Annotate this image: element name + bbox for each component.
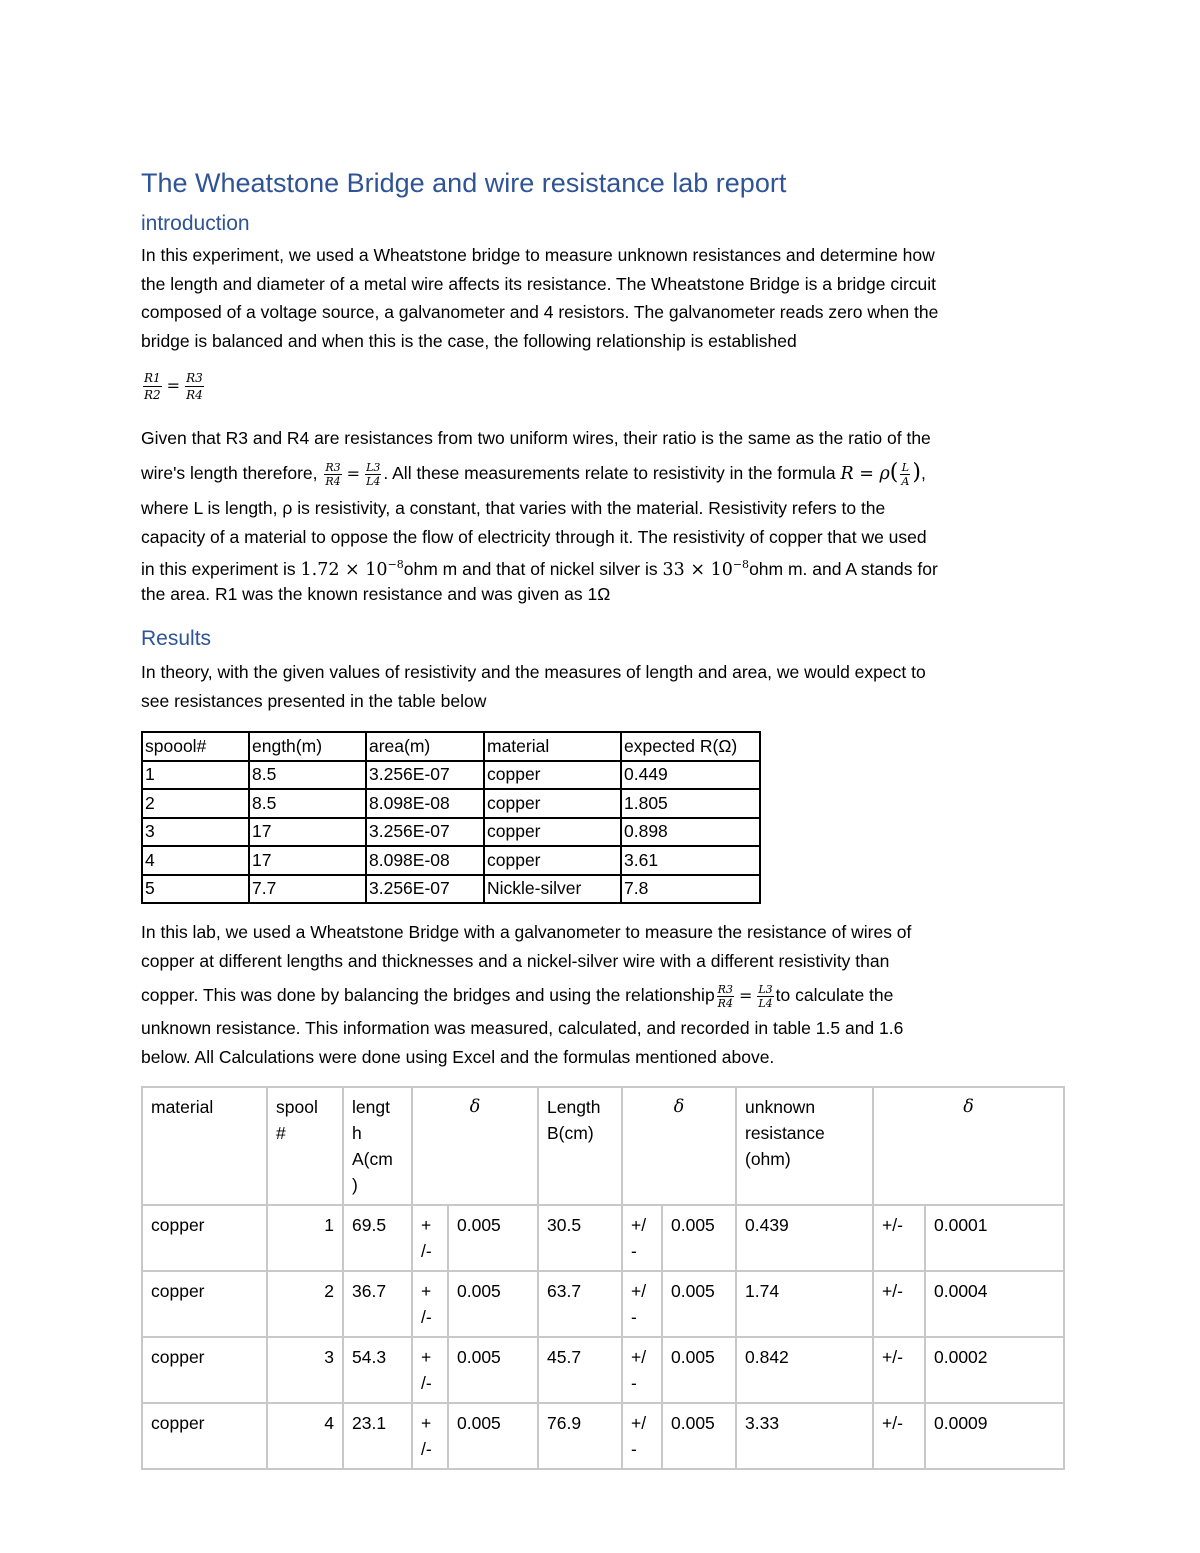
results-para2-line-2: copper at different lengths and thicknesses and a nickel-silver wire with a different resistivity than <box>141 951 890 971</box>
table-cell: 0.898 <box>621 818 760 847</box>
cell-delta-b: 0.005 <box>662 1205 736 1271</box>
cell-material: copper <box>142 1337 267 1403</box>
results-para2-line-4: unknown resistance. This information was measured, calculated, and recorded in table 1.5 and 1.6 <box>141 1018 904 1038</box>
header-cell: spoool# <box>142 732 249 761</box>
fraction-r3-r4-results: $\frac{R3}{R4}$ <box>717 982 733 1010</box>
cell-resistance: 3.33 <box>736 1403 873 1469</box>
fraction-r3-r4: $\frac{R3}{R4}$ <box>186 371 203 402</box>
table-header-row <box>142 732 760 761</box>
table-cell: 8.098E-08 <box>366 846 484 875</box>
cell-delta-b: 0.005 <box>662 1403 736 1469</box>
table-row <box>142 761 760 790</box>
nickel-resistivity: $33 \times 10^{-8}$ <box>662 558 750 580</box>
cell-delta-r: 0.0001 <box>925 1205 1064 1271</box>
intro-line-4: bridge is balanced and when this is the case, the following relationship is established <box>141 331 797 351</box>
results-para2-line-3: copper. This was done by balancing the bridges and using the relationship $\frac{R3}{R4}$ = $\frac{L3}{L4}$ to calculate the <box>141 982 894 1010</box>
table-row <box>142 875 760 904</box>
table-cell: copper <box>484 846 621 875</box>
table-cell: 17 <box>249 818 366 847</box>
table-cell: copper <box>484 789 621 818</box>
header-length-b: Length B(cm) <box>538 1087 622 1205</box>
header-length-a: lengt h A(cm ) <box>343 1087 412 1205</box>
intro-line-3: composed of a voltage source, a galvanometer and 4 resistors. The galvanometer reads zero when the <box>141 302 939 322</box>
cell-material: copper <box>142 1271 267 1337</box>
cell-pm: +/- <box>873 1337 925 1403</box>
cell-length-b: 63.7 <box>538 1271 622 1337</box>
table-cell: 8.5 <box>249 761 366 790</box>
cell-pm: +/- <box>873 1403 925 1469</box>
cell-delta-b: 0.005 <box>662 1337 736 1403</box>
table-cell: 8.098E-08 <box>366 789 484 818</box>
table-row <box>142 846 760 875</box>
cell-pm: +/ - <box>622 1403 662 1469</box>
table-cell: copper <box>484 761 621 790</box>
table-cell: 1 <box>142 761 249 790</box>
fraction-r1-r2: $\frac{R1}{R2}$ <box>144 371 161 402</box>
cell-length-a: 54.3 <box>343 1337 412 1403</box>
table-row <box>142 1271 1064 1337</box>
header-delta-r: δ <box>873 1087 1064 1205</box>
header-material: material <box>142 1087 267 1205</box>
cell-spool: 2 <box>267 1271 343 1337</box>
table-cell: 2 <box>142 789 249 818</box>
header-cell: ength(m) <box>249 732 366 761</box>
header-spool: spool # <box>267 1087 343 1205</box>
balance-equation: $\frac{R1}{R2}$ = $\frac{R3}{R4}$ <box>144 371 203 402</box>
cell-delta-b: 0.005 <box>662 1271 736 1337</box>
cell-delta-a: 0.005 <box>448 1271 538 1337</box>
header-delta-b: δ <box>622 1087 736 1205</box>
fraction-l3-l4-inline: $\frac{L3}{L4}$ <box>366 460 381 488</box>
para2-line-5: in this experiment is $1.72 \times 10^{-8}ohm$ m and that of nickel silver is $33 \times 10^{-8}ohm$ m. and A stands for <box>141 558 938 580</box>
table-cell: 3.61 <box>621 846 760 875</box>
table-cell: Nickle-silver <box>484 875 621 904</box>
cell-spool: 4 <box>267 1403 343 1469</box>
cell-delta-r: 0.0009 <box>925 1403 1064 1469</box>
cell-spool: 3 <box>267 1337 343 1403</box>
cell-resistance: 0.439 <box>736 1205 873 1271</box>
fraction-l-a: $\frac{L}{A}$ <box>901 460 910 488</box>
cell-length-a: 36.7 <box>343 1271 412 1337</box>
cell-pm: +/- <box>873 1205 925 1271</box>
table-header-row <box>142 1087 1064 1205</box>
para2-line-4: capacity of a material to oppose the flow of electricity through it. The resistivity of copper that we used <box>141 527 927 547</box>
results-para2-line-5: below. All Calculations were done using Excel and the formulas mentioned above. <box>141 1047 775 1067</box>
cell-material: copper <box>142 1205 267 1271</box>
cell-length-a: 23.1 <box>343 1403 412 1469</box>
cell-length-a: 69.5 <box>343 1205 412 1271</box>
table-cell: 3.256E-07 <box>366 818 484 847</box>
cell-delta-a: 0.005 <box>448 1205 538 1271</box>
cell-delta-a: 0.005 <box>448 1403 538 1469</box>
cell-pm: +/ - <box>622 1271 662 1337</box>
table-cell: 7.8 <box>621 875 760 904</box>
results-heading: Results <box>141 627 212 650</box>
table-cell: 3.256E-07 <box>366 761 484 790</box>
table-cell: 5 <box>142 875 249 904</box>
table-row <box>142 1205 1064 1271</box>
cell-pm: +/ - <box>622 1337 662 1403</box>
cell-length-b: 30.5 <box>538 1205 622 1271</box>
cell-pm: + /- <box>412 1271 448 1337</box>
measured-resistance-table <box>141 1086 1065 1470</box>
header-cell: material <box>484 732 621 761</box>
table-cell: 3 <box>142 818 249 847</box>
table-row <box>142 818 760 847</box>
results-line-1: In theory, with the given values of resistivity and the measures of length and area, we would expect to <box>141 662 926 682</box>
fraction-r3-r4-inline: $\frac{R3}{R4}$ <box>325 460 341 488</box>
header-delta-a: δ <box>412 1087 538 1205</box>
cell-pm: + /- <box>412 1403 448 1469</box>
table-cell: 0.449 <box>621 761 760 790</box>
results-line-2: see resistances presented in the table below <box>141 691 487 711</box>
table-cell: 3.256E-07 <box>366 875 484 904</box>
cell-resistance: 0.842 <box>736 1337 873 1403</box>
para2-line-1: Given that R3 and R4 are resistances from two uniform wires, their ratio is the same as the ratio of the <box>141 428 931 448</box>
intro-line-1: In this experiment, we used a Wheatstone bridge to measure unknown resistances and determine how <box>141 245 935 265</box>
table-cell: copper <box>484 818 621 847</box>
intro-line-2: the length and diameter of a metal wire affects its resistance. The Wheatstone Bridge is a bridge circuit <box>141 274 937 294</box>
introduction-heading: introduction <box>141 212 250 235</box>
cell-material: copper <box>142 1403 267 1469</box>
table-row <box>142 789 760 818</box>
cell-pm: +/- <box>873 1271 925 1337</box>
fraction-l3-l4-results: $\frac{L3}{L4}$ <box>758 982 773 1010</box>
cell-pm: +/ - <box>622 1205 662 1271</box>
page-title: The Wheatstone Bridge and wire resistance lab report <box>141 168 787 198</box>
cell-spool: 1 <box>267 1205 343 1271</box>
table-cell: 17 <box>249 846 366 875</box>
table-cell: 1.805 <box>621 789 760 818</box>
table-cell: 8.5 <box>249 789 366 818</box>
cell-delta-a: 0.005 <box>448 1337 538 1403</box>
table-cell: 7.7 <box>249 875 366 904</box>
cell-pm: + /- <box>412 1337 448 1403</box>
resistivity-formula: R = ρ <box>840 464 890 484</box>
para2-line-3: where L is length, ρ is resistivity, a constant, that varies with the material. Resistivity refers to the <box>141 498 886 518</box>
cell-resistance: 1.74 <box>736 1271 873 1337</box>
header-cell: expected R(Ω) <box>621 732 760 761</box>
table-row <box>142 1403 1064 1469</box>
para2-line-2: wire's length therefore, $\frac{R3}{R4}$ = $\frac{L3}{L4}$ . All these measurements relate to resistivity in the formula R = ρ( $\frac{L}{A}$ ), <box>141 460 926 488</box>
cell-pm: + /- <box>412 1205 448 1271</box>
cell-length-b: 76.9 <box>538 1403 622 1469</box>
header-cell: area(m) <box>366 732 484 761</box>
para2-line-6: the area. R1 was the known resistance and was given as 1Ω <box>141 584 611 604</box>
header-unknown-resistance: unknown resistance (ohm) <box>736 1087 873 1205</box>
results-para2-line-1: In this lab, we used a Wheatstone Bridge with a galvanometer to measure the resistance of wires of <box>141 922 912 942</box>
expected-resistance-table <box>141 731 761 904</box>
table-row <box>142 1337 1064 1403</box>
copper-resistivity: $1.72 \times 10^{-8}$ <box>300 558 404 580</box>
table-cell: 4 <box>142 846 249 875</box>
cell-delta-r: 0.0002 <box>925 1337 1064 1403</box>
cell-length-b: 45.7 <box>538 1337 622 1403</box>
cell-delta-r: 0.0004 <box>925 1271 1064 1337</box>
